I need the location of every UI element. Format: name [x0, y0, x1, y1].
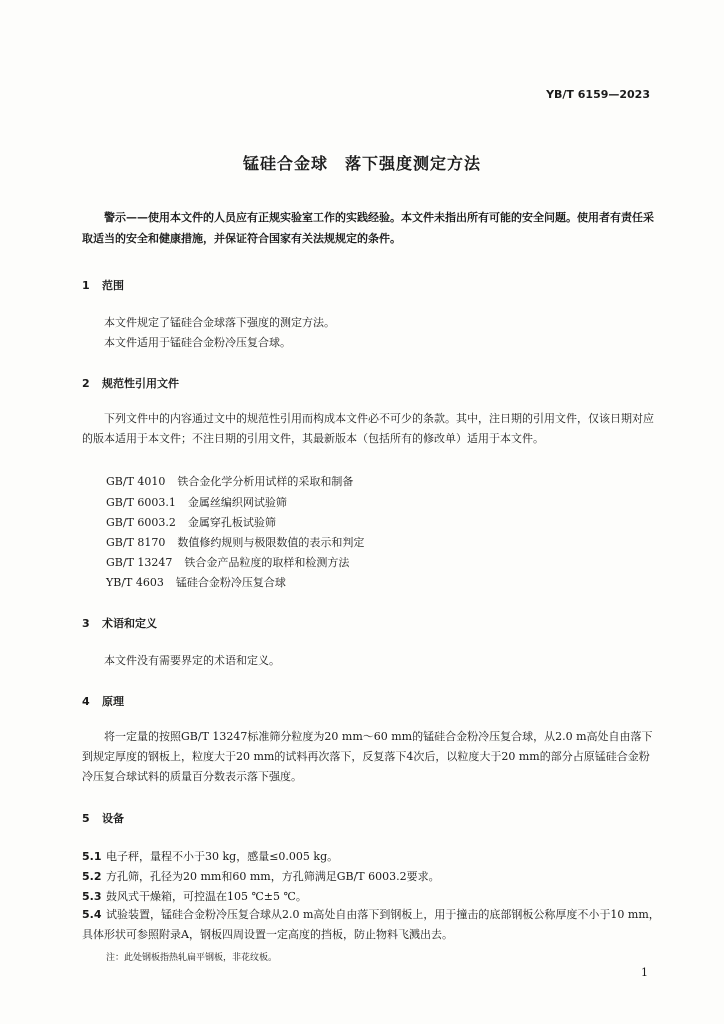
equipment-note: 注：此处钢板指热轧扁平钢板，非花纹板。 — [106, 953, 278, 963]
section-heading-terms — [82, 615, 157, 631]
item-number: 5.3 — [82, 890, 102, 903]
references-intro-text: 下列文件中的内容通过文中的规范性引用而构成本文件必不可少的条款。其中，注日期的引用文件，仅该日期对应的版本适用于本文件；不注日期的引用文件，其最新版本（包括所有的修改单）适用于本文件。 — [82, 412, 654, 445]
reference-title: 金属丝编织网试验筛 — [187, 496, 287, 509]
scope-paragraphs — [82, 313, 660, 353]
section-number: 5 — [82, 812, 90, 825]
section-number: 3 — [82, 617, 90, 630]
reference-title: 数值修约规则与极限数值的表示和判定 — [177, 536, 365, 549]
equipment-item — [82, 848, 338, 864]
terms-paragraph — [82, 651, 660, 671]
reference-item — [106, 473, 353, 489]
reference-item — [106, 574, 286, 590]
item-number: 5.4 — [82, 908, 102, 921]
standard-number: YB/T 6159—2023 — [546, 88, 650, 101]
reference-title: 铁合金化学分析用试样的采取和制备 — [177, 475, 354, 488]
reference-title: 金属穿孔板试验筛 — [187, 516, 276, 529]
section-title: 术语和定义 — [102, 617, 157, 630]
principle-paragraph — [82, 727, 660, 787]
terms-text: 本文件没有需要界定的术语和定义。 — [104, 654, 280, 667]
warning-paragraph — [82, 207, 662, 249]
warning-text: 警示——使用本文件的人员应有正规实验室工作的实践经验。本文件未指出所有可能的安全问题。使用者有责任采取适当的安全和健康措施，并保证符合国家有关法规规定的条件。 — [82, 211, 654, 245]
item-number: 5.2 — [82, 870, 102, 883]
references-intro — [82, 409, 660, 449]
section-heading-scope — [82, 277, 124, 293]
item-text: 鼓风式干燥箱，可控温在105 ℃±5 ℃。 — [106, 890, 307, 903]
reference-code: GB/T 6003.1 — [106, 496, 176, 509]
reference-code: GB/T 8170 — [106, 536, 166, 549]
item-text: 方孔筛，孔径为20 mm和60 mm，方孔筛满足GB/T 6003.2要求。 — [106, 870, 440, 883]
section-number: 1 — [82, 279, 90, 292]
section-heading-normative-references — [82, 375, 179, 391]
equipment-item — [82, 905, 660, 945]
reference-item — [106, 514, 276, 530]
reference-title: 铁合金产品粒度的取样和检测方法 — [184, 556, 350, 569]
reference-code: YB/T 4603 — [106, 576, 164, 589]
section-heading-principle — [82, 693, 124, 709]
section-heading-equipment — [82, 810, 124, 826]
reference-code: GB/T 13247 — [106, 556, 173, 569]
equipment-item — [82, 888, 307, 904]
section-title: 规范性引用文件 — [102, 377, 179, 390]
equipment-item — [82, 868, 440, 884]
section-number: 2 — [82, 377, 90, 390]
scope-paragraph: 本文件规定了锰硅合金球落下强度的测定方法。 — [104, 316, 335, 329]
reference-title: 锰硅合金粉冷压复合球 — [175, 576, 286, 589]
principle-text: 将一定量的按照GB/T 13247标准筛分粒度为20 mm～60 mm的锰硅合金粉冷压复合球，从2.0 m高处自由落下到规定厚度的钢板上，粒度大于20 mm的试料再次落下，反复落下4次后，以粒度大于20 mm的部分占原锰硅合金粉冷压复合球试料的质量百分数表示落下强度。 — [82, 730, 653, 783]
reference-code: GB/T 6003.2 — [106, 516, 176, 529]
section-title: 原理 — [102, 695, 124, 708]
section-title: 设备 — [102, 812, 124, 825]
section-title: 范围 — [102, 279, 124, 292]
scope-paragraph: 本文件适用于锰硅合金粉冷压复合球。 — [104, 336, 291, 349]
reference-code: GB/T 4010 — [106, 475, 166, 488]
reference-item — [106, 554, 349, 570]
reference-item — [106, 494, 287, 510]
document-title: 锰硅合金球 落下强度测定方法 — [242, 154, 481, 173]
page-number: 1 — [641, 966, 648, 979]
item-text: 电子秤，量程不小于30 kg，感量≤0.005 kg。 — [106, 850, 339, 863]
item-number: 5.1 — [82, 850, 102, 863]
item-text: 试验装置，锰硅合金粉冷压复合球从2.0 m高处自由落下到钢板上，用于撞击的底部钢板公称厚度不小于10 mm，具体形状可参照附录A，钢板四周设置一定高度的挡板，防止物料飞溅出去。 — [82, 908, 660, 941]
section-number: 4 — [82, 695, 90, 708]
reference-item — [106, 534, 364, 550]
